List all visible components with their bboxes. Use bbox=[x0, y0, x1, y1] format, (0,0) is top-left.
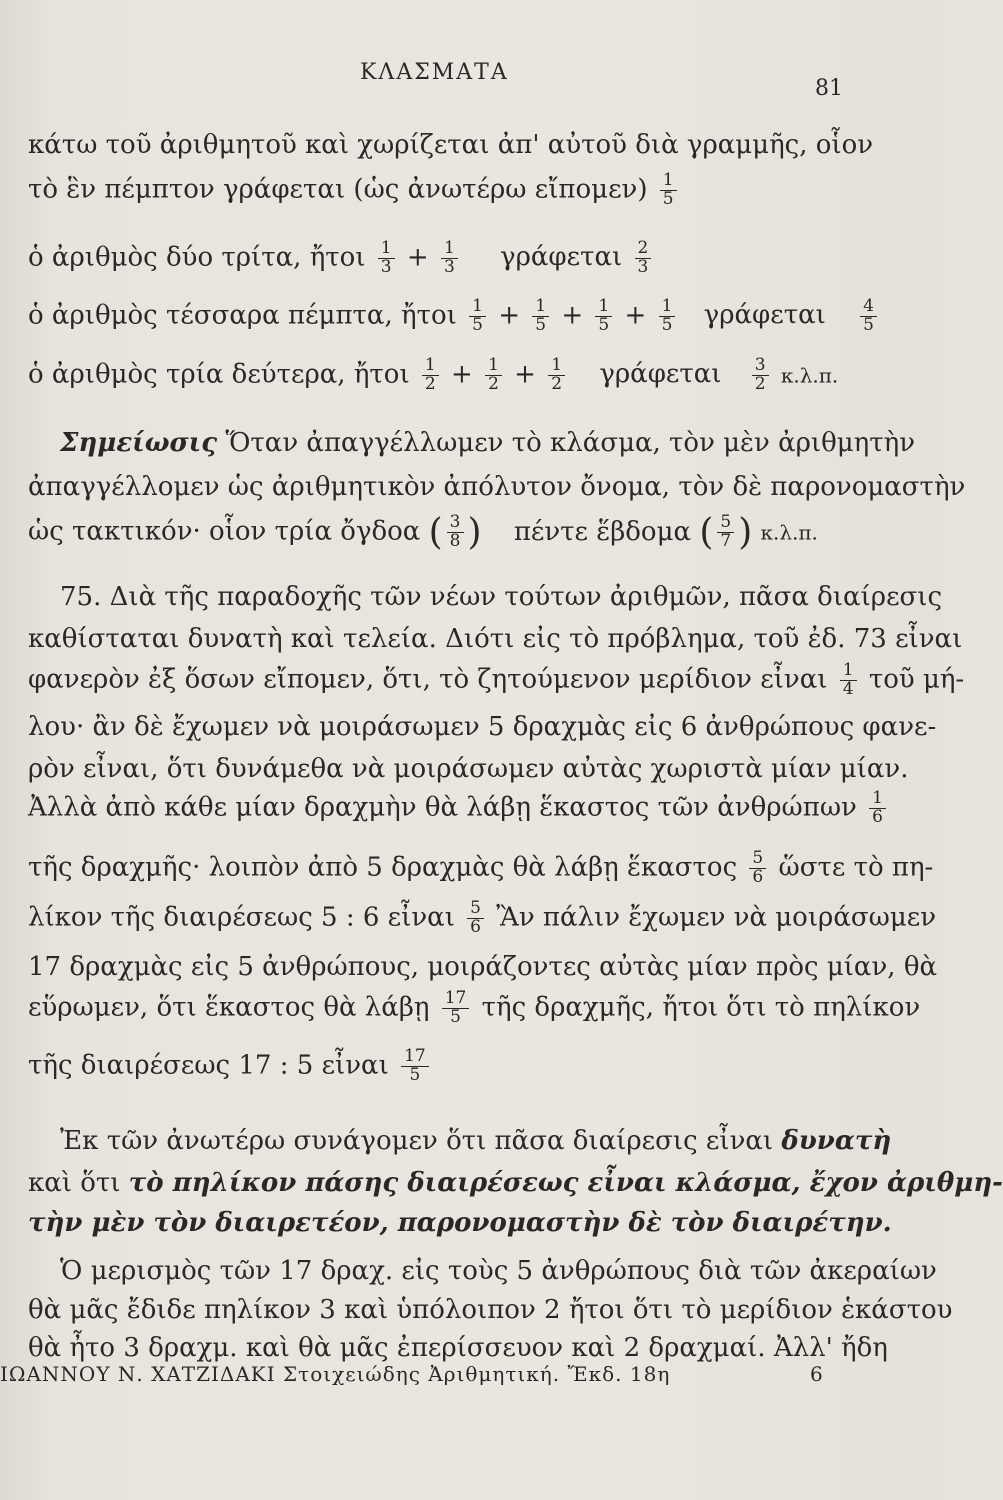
footer-imprint: ΙΩΑΝΝΟΥ Ν. ΧΑΤΖΙΔΑΚΙ Στοιχειώδης Ἀριθμητική. Ἔκδ. 18η bbox=[0, 1362, 671, 1386]
denominator: 5 bbox=[472, 314, 483, 335]
text-segment: πέντε ἕβδομα bbox=[513, 516, 692, 547]
plus-sign: + bbox=[514, 359, 536, 390]
numerator: 3 bbox=[752, 357, 769, 376]
text-segment: κ.λ.π. bbox=[780, 363, 839, 388]
text-line bbox=[28, 900, 936, 937]
denominator: 2 bbox=[488, 373, 499, 394]
fraction bbox=[659, 298, 676, 335]
text-line bbox=[60, 428, 915, 458]
text-segment: τοῦ μή- bbox=[868, 664, 965, 695]
text-line bbox=[28, 790, 890, 827]
text-line: κάτω τοῦ ἀριθμητοῦ καὶ χωρίζεται ἀπ' αὐτοῦ διὰ γραμμῆς, οἷον bbox=[28, 130, 874, 160]
fraction bbox=[422, 357, 439, 394]
denominator: 3 bbox=[443, 256, 455, 277]
denominator: 2 bbox=[424, 373, 436, 394]
numerator: 1 bbox=[485, 357, 502, 376]
running-title: ΚΛΑΣΜΑΤΑ bbox=[360, 60, 509, 85]
text-line bbox=[28, 240, 655, 277]
text-segment: εὕρωμεν, ὅτι ἕκαστος θὰ λάβῃ bbox=[28, 992, 430, 1023]
emphasis: τὴν μὲν τὸν διαιρετέον, παρονομαστὴν δὲ τὸν διαιρέτην. bbox=[28, 1208, 892, 1238]
text-segment: τῆς διαιρέσεως 17 : 5 εἶναι bbox=[28, 1050, 389, 1081]
text-segment: Ἀλλὰ ἀπὸ κάθε μίαν δραχμὴν θὰ λάβῃ ἕκαστος τῶν ἀνθρώπων bbox=[28, 792, 857, 823]
numerator: 1 bbox=[422, 357, 439, 376]
fraction bbox=[485, 357, 502, 394]
text-line: θὰ μᾶς ἔδιδε πηλίκον 3 καὶ ὑπόλοιπον 2 ἤτοι ὅτι τὸ μερίδιον ἑκάστου bbox=[28, 1295, 953, 1325]
text-segment: γράφεται bbox=[703, 300, 826, 331]
numerator: 4 bbox=[860, 298, 877, 317]
paren: ( bbox=[428, 512, 443, 553]
paren: ( bbox=[699, 512, 714, 553]
numerator: 1 bbox=[660, 172, 677, 191]
text-segment: Ἂν πάλιν ἔχωμεν νὰ μοιράσωμεν bbox=[496, 902, 936, 933]
fraction bbox=[532, 298, 549, 335]
fraction bbox=[467, 900, 484, 937]
plus-sign: + bbox=[561, 300, 584, 331]
denominator: 5 bbox=[409, 1064, 421, 1085]
denominator: 3 bbox=[637, 256, 649, 277]
text-segment: τῆς δραχμῆς, ἤτοι ὅτι τὸ πηλίκον bbox=[481, 992, 921, 1023]
numerator: 1 bbox=[469, 298, 486, 317]
numerator: 1 bbox=[441, 240, 458, 259]
text-segment: τὸ ἓν πέμπτον γράφεται (ὡς ἀνωτέρω εἴπομεν) bbox=[28, 174, 648, 205]
text-segment: ὁ ἀριθμὸς δύο τρίτα, ἤτοι bbox=[28, 242, 366, 273]
text-line: θὰ ἦτο 3 δραχμ. καὶ θὰ μᾶς ἐπερίσσευον καὶ 2 δραχμαί. Ἀλλ' ἤδη bbox=[28, 1333, 888, 1363]
denominator: 6 bbox=[470, 916, 481, 937]
fraction bbox=[869, 790, 886, 827]
numerator: 1 bbox=[532, 298, 549, 317]
denominator: 6 bbox=[752, 866, 764, 887]
fraction bbox=[469, 298, 486, 335]
numerator: 5 bbox=[467, 900, 484, 919]
numerator: 1 bbox=[659, 298, 676, 317]
text-line bbox=[28, 172, 681, 209]
text-line: καθίσταται δυνατὴ καὶ τελεία. Διότι εἰς τὸ πρόβλημα, τοῦ ἐδ. 73 εἶναι bbox=[28, 624, 963, 654]
numerator: 17 bbox=[401, 1048, 429, 1067]
text-segment: λίκον τῆς διαιρέσεως 5 : 6 εἶναι bbox=[28, 902, 455, 933]
text-line bbox=[28, 850, 933, 887]
signature-mark: 6 bbox=[810, 1362, 823, 1386]
fraction bbox=[378, 240, 395, 277]
fraction bbox=[635, 240, 652, 277]
text-segment: καὶ ὅτι bbox=[28, 1168, 121, 1198]
denominator: 6 bbox=[872, 806, 883, 827]
text-line: Ὁ μερισμὸς τῶν 17 δραχ. εἰς τοὺς 5 ἀνθρώπους διὰ τῶν ἀκεραίων bbox=[60, 1256, 937, 1286]
numerator: 1 bbox=[595, 298, 612, 317]
text-line bbox=[60, 1126, 891, 1156]
note-label: Σημείωσις bbox=[60, 428, 218, 458]
emphasis: τὸ πηλίκον πάσης διαιρέσεως εἶναι κλάσμα, ἔχον ἀριθμη- bbox=[128, 1168, 1003, 1198]
text-line: ρὸν εἶναι, ὅτι δυνάμεθα νὰ μοιράσωμεν αὐτὰς χωριστὰ μίαν μίαν. bbox=[28, 754, 909, 784]
fraction bbox=[595, 298, 612, 335]
text-line bbox=[28, 1048, 433, 1085]
numerator: 3 bbox=[447, 514, 464, 533]
text-segment: γράφεται bbox=[500, 242, 623, 273]
text-segment: κ.λ.π. bbox=[760, 520, 818, 545]
text-line bbox=[28, 357, 838, 394]
text-line bbox=[28, 512, 818, 553]
denominator: 8 bbox=[449, 531, 461, 551]
fraction bbox=[441, 240, 458, 277]
fraction bbox=[442, 990, 470, 1027]
plus-sign: + bbox=[406, 242, 429, 273]
denominator: 7 bbox=[720, 531, 732, 551]
text-segment: ὁ ἀριθμὸς τέσσαρα πέμπτα, ἤτοι bbox=[28, 300, 457, 331]
plus-sign: + bbox=[624, 300, 647, 331]
text-segment: φανερὸν ἐξ ὅσων εἴπομεν, ὅτι, τὸ ζητούμενον μερίδιον εἶναι bbox=[28, 664, 828, 695]
fraction bbox=[717, 514, 734, 551]
fraction bbox=[749, 850, 766, 887]
text-segment: ὥστε τὸ πη- bbox=[778, 852, 934, 883]
text-line bbox=[28, 1168, 1003, 1198]
numerator: 2 bbox=[635, 240, 652, 259]
text-line bbox=[28, 298, 881, 335]
fraction bbox=[660, 172, 677, 209]
fraction bbox=[548, 357, 565, 394]
text-line bbox=[28, 990, 920, 1027]
denominator: 4 bbox=[842, 678, 854, 699]
denominator: 2 bbox=[551, 373, 563, 394]
text-segment: τῆς δραχμῆς· λοιπὸν ἀπὸ 5 δραχμὰς θὰ λάβῃ ἕκαστος bbox=[28, 852, 738, 883]
fraction bbox=[860, 298, 877, 335]
numerator: 1 bbox=[840, 662, 857, 681]
text-line bbox=[28, 662, 964, 699]
fraction bbox=[840, 662, 857, 699]
denominator: 3 bbox=[380, 256, 392, 277]
text-segment: ὡς τακτικόν· οἷον τρία ὄγδοα bbox=[28, 516, 421, 547]
numerator: 1 bbox=[548, 357, 565, 376]
denominator: 2 bbox=[754, 373, 766, 394]
paren: ) bbox=[738, 512, 753, 553]
denominator: 5 bbox=[661, 314, 673, 335]
plus-sign: + bbox=[498, 300, 520, 331]
fraction bbox=[752, 357, 769, 394]
text-line: ἀπαγγέλλομεν ὡς ἀριθμητικὸν ἀπόλυτον ὄνομα, τὸν δὲ παρονομαστὴν bbox=[28, 472, 966, 502]
numerator: 5 bbox=[717, 514, 734, 533]
page-number: 81 bbox=[815, 76, 843, 101]
numerator: 1 bbox=[378, 240, 395, 259]
numerator: 5 bbox=[749, 850, 766, 869]
numerator: 17 bbox=[442, 990, 470, 1009]
text-line: λου· ἂν δὲ ἔχωμεν νὰ μοιράσωμεν 5 δραχμὰς εἰς 6 ἀνθρώπους φανε- bbox=[28, 712, 937, 742]
text-segment: ὁ ἀριθμὸς τρία δεύτερα, ἤτοι bbox=[28, 359, 410, 390]
denominator: 5 bbox=[450, 1006, 461, 1027]
emphasis: δυνατὴ bbox=[781, 1126, 892, 1156]
text-segment: γράφεται bbox=[599, 359, 722, 390]
denominator: 5 bbox=[598, 314, 610, 335]
text-segment: Ἐκ τῶν ἀνωτέρω συνάγομεν ὅτι πᾶσα διαίρεσις εἶναι bbox=[60, 1126, 774, 1156]
paren: ) bbox=[467, 512, 482, 553]
text-segment: Ὅταν ἀπαγγέλλωμεν τὸ κλάσμα, τὸν μὲν ἀριθμητὴν bbox=[225, 428, 916, 458]
fraction bbox=[447, 514, 464, 551]
text-line: 75. Διὰ τῆς παραδοχῆς τῶν νέων τούτων ἀριθμῶν, πᾶσα διαίρεσις bbox=[60, 582, 943, 612]
fraction bbox=[401, 1048, 429, 1085]
text-line bbox=[28, 1208, 892, 1238]
numerator: 1 bbox=[869, 790, 886, 809]
denominator: 5 bbox=[863, 314, 874, 335]
denominator: 5 bbox=[662, 188, 674, 209]
text-line: 17 δραχμὰς εἰς 5 ἀνθρώπους, μοιράζοντες αὐτὰς μίαν πρὸς μίαν, θὰ bbox=[28, 952, 938, 982]
denominator: 5 bbox=[535, 314, 547, 335]
plus-sign: + bbox=[451, 359, 473, 390]
